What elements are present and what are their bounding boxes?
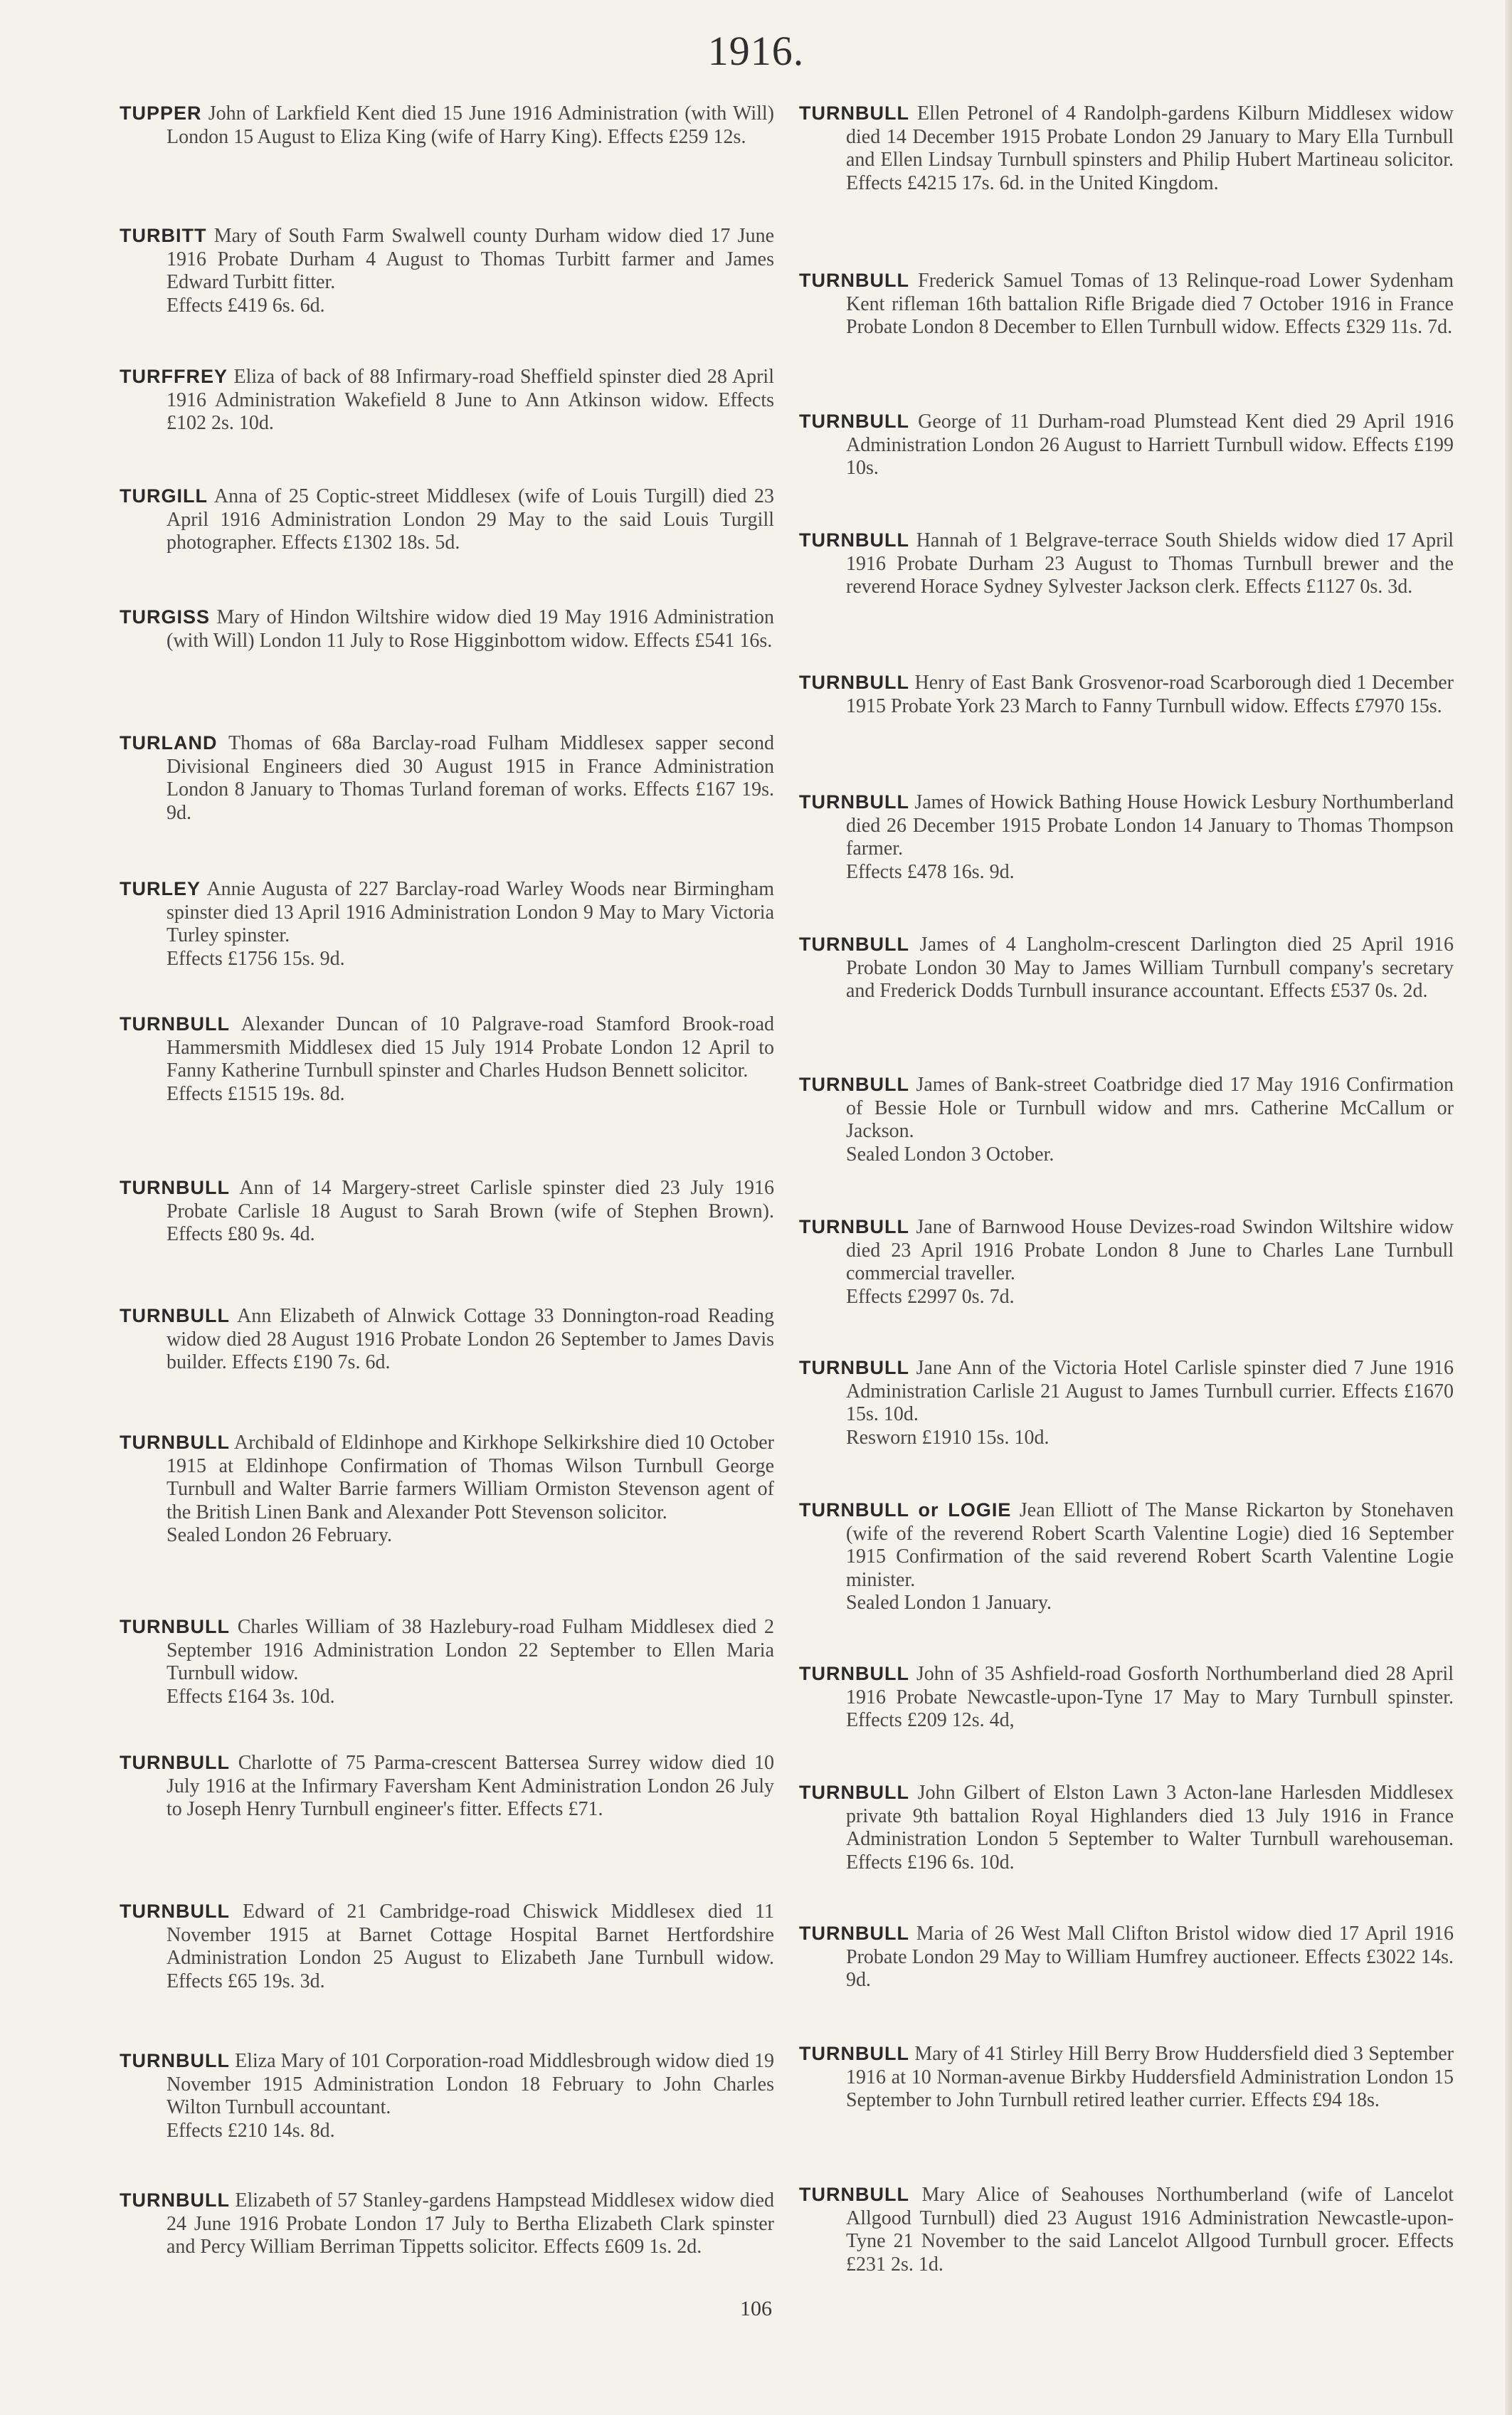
entry-text: George of 11 Durham-road Plumstead Kent died 29 April 1916 Administration London 26 August to Harriett Turnbull widow. Effects £199 10s. <box>846 411 1454 479</box>
register-entry <box>799 671 1454 718</box>
entry-text: Henry of East Bank Grosvenor-road Scarborough died 1 December 1915 Probate York 23 March to Fanny Turnbull widow. Effects £7970 15s. <box>846 672 1454 717</box>
entry-surname: TURBITT <box>120 225 207 246</box>
entry-surname: TURNBULL <box>799 529 909 551</box>
register-entry <box>120 1304 774 1375</box>
entry-text: Alexander Duncan of 10 Palgrave-road Stamford Brook-road Hammersmith Middlesex died 15 July 1914 Probate London 12 April to Fanny Katherine Turnbull spinster and Charles Hudson Bennett solicitor. <box>166 1013 774 1082</box>
entry-text: Ann of 14 Margery-street Carlisle spinster died 23 July 1916 Probate Carlisle 18 August to Sarah Brown (wife of Stephen Brown). Effects £80 9s. 4d. <box>166 1177 774 1245</box>
entry-extra: Effects £2997 0s. 7d. <box>846 1285 1015 1308</box>
entry-text: Charlotte of 75 Parma-crescent Battersea Surrey widow died 10 July 1916 at the Infirmary Faversham Kent Administration London 26 July to Joseph Henry Turnbull engineer's fitter. Effects £71. <box>166 1752 775 1820</box>
entry-text: Eliza Mary of 101 Corporation-road Middlesbrough widow died 19 November 1915 Administration London 18 February to John Charles Wilton Turnbull accountant. <box>166 2050 774 2118</box>
entry-surname: TURGISS <box>120 606 211 628</box>
entry-text: Archibald of Eldinhope and Kirkhope Selkirkshire died 10 October 1915 at Eldinhope Confirmation of Thomas Wilson Turnbull George Turnbull and Walter Barrie farmers William Ormiston Stevenson agent of the British Linen Bank and Alexander Pott Stevenson solicitor. <box>166 1432 774 1523</box>
page-number: 106 <box>740 2297 772 2320</box>
entry-surname: TURNBULL <box>799 791 909 813</box>
entry-surname: TURNBULL <box>120 1901 230 1922</box>
entry-surname: TURNBULL <box>120 2050 230 2071</box>
register-entry <box>799 1073 1454 1166</box>
register-entry <box>120 2049 774 2142</box>
register-entry <box>120 1900 774 1993</box>
register-entry <box>799 1499 1454 1615</box>
entry-surname: TURNBULL <box>120 1013 230 1035</box>
entry-text: Maria of 26 West Mall Clifton Bristol widow died 17 April 1916 Probate London 29 May to William Humfrey auctioneer. Effects £3022 14s. 9d. <box>846 1923 1454 1991</box>
entry-surname: TURGILL <box>120 485 208 507</box>
register-entry <box>799 269 1454 339</box>
register-entry <box>799 791 1454 884</box>
register-entry <box>120 1431 774 1548</box>
entry-extra: Sealed London 3 October. <box>846 1143 1054 1166</box>
register-entry <box>120 1013 774 1106</box>
entry-surname: TURFFREY <box>120 366 228 387</box>
entry-text: Eliza of back of 88 Infirmary-road Sheffield spinster died 28 April 1916 Administration Wakefield 8 June to Ann Atkinson widow. Effects £102 2s. 10d. <box>166 366 774 434</box>
entry-text: Mary of South Farm Swalwell county Durham widow died 17 June 1916 Probate Durham 4 August to Thomas Turbitt farmer and James Edward Turbitt fitter. <box>166 225 774 293</box>
entry-surname: TURNBULL <box>799 1357 909 1378</box>
entry-surname: TURNBULL <box>120 2189 230 2211</box>
entry-text: Ellen Petronel of 4 Randolph-gardens Kilburn Middlesex widow died 14 December 1915 Probate London 29 January to Mary Ella Turnbull and Ellen Lindsay Turnbull spinsters and Philip Hubert Martineau solicitor. Effects £4215 17s. 6d. in the United Kingdom. <box>846 102 1454 194</box>
entry-surname: TURNBULL or LOGIE <box>799 1499 1012 1521</box>
register-entry <box>120 606 774 652</box>
register-entry <box>799 1356 1454 1449</box>
entry-text: John Gilbert of Elston Lawn 3 Acton-lane Harlesden Middlesex private 9th battalion Royal Highlanders died 13 July 1916 in France Administration London 5 September to Walter Turnbull warehouseman. Effects £196 6s. 10d. <box>846 1782 1454 1874</box>
register-entry <box>799 1215 1454 1309</box>
entry-text: Mary of Hindon Wiltshire widow died 19 May 1916 Administration (with Will) London 11 July to Rose Higginbottom widow. Effects £541 16s. <box>166 606 774 652</box>
entry-extra: Sealed London 26 February. <box>166 1524 392 1546</box>
entry-text: Thomas of 68a Barclay-road Fulham Middlesex sapper second Divisional Engineers died 30 August 1915 in France Administration London 8 January to Thomas Turland foreman of works. Effects £167 19s. 9d. <box>166 732 774 824</box>
entry-surname: TURNBULL <box>799 1216 909 1237</box>
entry-surname: TURNBULL <box>799 411 909 432</box>
register-entry <box>120 1751 774 1822</box>
entry-surname: TURLEY <box>120 878 201 899</box>
entry-extra: Effects £210 14s. 8d. <box>166 2119 335 2142</box>
entry-extra: Effects £478 16s. 9d. <box>846 860 1015 883</box>
entry-surname: TURNBULL <box>120 1305 230 1326</box>
entry-text: James of 4 Langholm-crescent Darlington died 25 April 1916 Probate London 30 May to James William Turnbull company's secretary and Frederick Dodds Turnbull insurance accountant. Effects £537 0s. 2d. <box>846 934 1454 1002</box>
register-entry <box>120 365 774 435</box>
register-entry <box>799 1922 1454 1992</box>
entry-surname: TURLAND <box>120 732 218 754</box>
entry-text: Edward of 21 Cambridge-road Chiswick Middlesex died 11 November 1915 at Barnet Cottage Hospital Barnet Hertfordshire Administration London 25 August to Elizabeth Jane Turnbull widow. Effects £65 19s. 3d. <box>166 1901 775 1992</box>
entry-extra: Effects £419 6s. 6d. <box>166 294 325 317</box>
entry-text: Annie Augusta of 227 Barclay-road Warley Woods near Birmingham spinster died 13 April 1916 Administration London 9 May to Mary Victoria Turley spinster. <box>166 878 774 946</box>
entry-text: John of 35 Ashfield-road Gosforth Northumberland died 28 April 1916 Probate Newcastle-upon-Tyne 17 May to Mary Turnbull spinster. Effects £209 12s. 4d, <box>846 1663 1454 1731</box>
register-entry <box>120 224 774 317</box>
entry-text: Frederick Samuel Tomas of 13 Relinque-road Lower Sydenham Kent rifleman 16th battalion Rifle Brigade died 7 October 1916 in France Probate London 8 December to Ellen Turnbull widow. Effects £329 11s. 7d. <box>846 270 1454 338</box>
entry-surname: TURNBULL <box>799 672 909 693</box>
entry-surname: TURNBULL <box>799 1923 909 1944</box>
page-edge <box>1505 0 1512 2415</box>
entry-extra: Sealed London 1 January. <box>846 1592 1052 1614</box>
register-entry <box>120 485 774 555</box>
entry-surname: TURNBULL <box>120 1177 230 1198</box>
register-entry <box>120 2189 774 2259</box>
entry-surname: TURNBULL <box>799 934 909 955</box>
entry-text: Hannah of 1 Belgrave-terrace South Shields widow died 17 April 1916 Probate Durham 23 August to Thomas Turnbull brewer and the reverend Horace Sydney Sylvester Jackson clerk. Effects £1127 0s. 3d. <box>846 529 1454 598</box>
entry-text: John of Larkfield Kent died 15 June 1916 Administration (with Will) London 15 August to Eliza King (wife of Harry King). Effects £259 12s. <box>166 102 774 148</box>
entry-text: Jane Ann of the Victoria Hotel Carlisle spinster died 7 June 1916 Administration Carlisle 21 August to James Turnbull currier. Effects £1670 15s. 10d. <box>846 1357 1454 1425</box>
entry-text: James of Bank-street Coatbridge died 17 May 1916 Confirmation of Bessie Hole or Turnbull widow and mrs. Catherine McCallum or Jackson. <box>846 1074 1454 1142</box>
entry-extra: Effects £1756 15s. 9d. <box>166 947 345 970</box>
register-entry <box>799 933 1454 1003</box>
register-entry <box>120 877 774 971</box>
entry-surname: TURNBULL <box>799 2184 909 2205</box>
entry-surname: TUPPER <box>120 102 202 124</box>
entry-surname: TURNBULL <box>120 1616 230 1637</box>
entry-surname: TURNBULL <box>799 1663 909 1684</box>
entry-text: Jean Elliott of The Manse Rickarton by Stonehaven (wife of the reverend Robert Scarth Valentine Logie) died 16 September 1915 Confirmation of the said reverend Robert Scarth Valentine Logie minister. <box>846 1499 1454 1591</box>
register-entry <box>120 1615 774 1708</box>
entry-text: Mary Alice of Seahouses Northumberland (wife of Lancelot Allgood Turnbull) died 23 August 1916 Administration Newcastle-upon-Tyne 21 November to the said Lancelot Allgood Turnbull grocer. Effects £231 2s. 1d. <box>846 2184 1454 2276</box>
entry-surname: TURNBULL <box>799 1074 909 1095</box>
entry-text: Elizabeth of 57 Stanley-gardens Hampstead Middlesex widow died 24 June 1916 Probate London 17 July to Bertha Elizabeth Clark spinster and Percy William Berriman Tippetts solicitor. Effects £609 1s. 2d. <box>166 2189 774 2258</box>
register-entry <box>120 731 774 825</box>
entry-extra: Effects £1515 19s. 8d. <box>166 1082 345 1105</box>
register-entry <box>799 2042 1454 2113</box>
entry-text: Anna of 25 Coptic-street Middlesex (wife of Louis Turgill) died 23 April 1916 Administration London 29 May to the said Louis Turgill photographer. Effects £1302 18s. 5d. <box>166 485 774 554</box>
register-entry <box>799 410 1454 480</box>
entry-text: Ann Elizabeth of Alnwick Cottage 33 Donnington-road Reading widow died 28 August 1916 Probate London 26 September to James Davis builder. Effects £190 7s. 6d. <box>166 1305 774 1373</box>
page-year-heading: 1916. <box>707 28 805 74</box>
register-entry <box>120 102 774 149</box>
entry-surname: TURNBULL <box>799 270 909 291</box>
entry-text: Mary of 41 Stirley Hill Berry Brow Huddersfield died 3 September 1916 at 10 Norman-avenue Birkby Huddersfield Administration London 15 September to John Turnbull retired leather currier. Effects £94 18s. <box>846 2043 1454 2111</box>
entry-extra: Resworn £1910 15s. 10d. <box>846 1426 1050 1449</box>
register-entry <box>799 529 1454 599</box>
entry-extra: Effects £164 3s. 10d. <box>166 1685 335 1708</box>
entry-surname: TURNBULL <box>120 1752 230 1773</box>
register-entry <box>799 1781 1454 1874</box>
entry-text: James of Howick Bathing House Howick Lesbury Northumberland died 26 December 1915 Probate London 14 January to Thomas Thompson farmer. <box>846 791 1454 860</box>
entry-surname: TURNBULL <box>799 1782 909 1803</box>
register-entry <box>799 2183 1454 2276</box>
entry-text: Charles William of 38 Hazlebury-road Fulham Middlesex died 2 September 1916 Administration London 22 September to Ellen Maria Turnbull widow. <box>166 1616 775 1684</box>
entry-surname: TURNBULL <box>799 2043 909 2064</box>
entry-text: Jane of Barnwood House Devizes-road Swindon Wiltshire widow died 23 April 1916 Probate London 8 June to Charles Lane Turnbull commercial traveller. <box>846 1216 1454 1284</box>
register-entry <box>120 1176 774 1247</box>
register-entry <box>799 1662 1454 1733</box>
entry-surname: TURNBULL <box>120 1432 230 1453</box>
register-entry <box>799 102 1454 195</box>
entry-surname: TURNBULL <box>799 102 909 124</box>
